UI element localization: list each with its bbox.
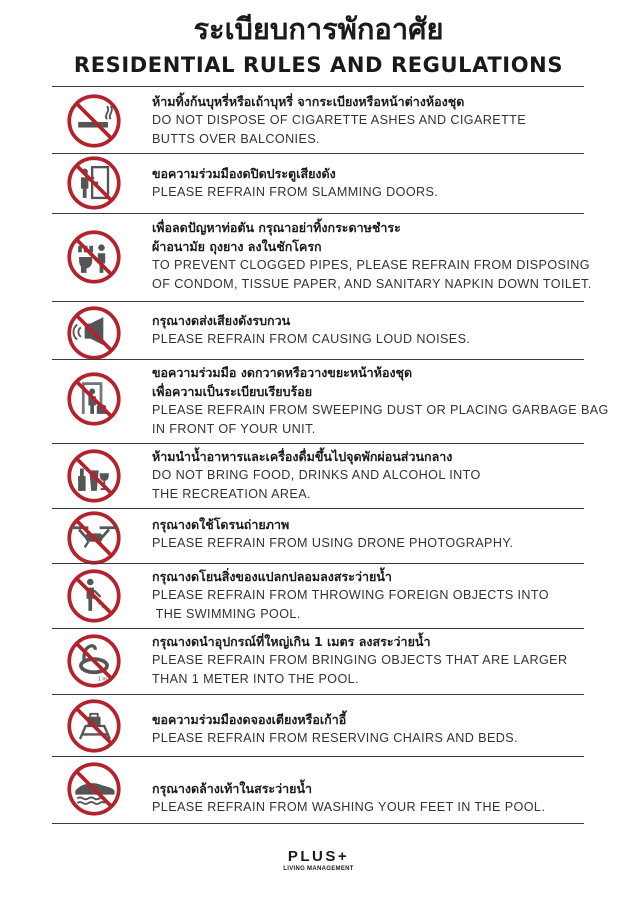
rule-no-sweeping-garbage xyxy=(52,359,609,443)
rule-text xyxy=(152,632,602,689)
rule-no-throwing-objects xyxy=(52,563,584,628)
rule-text-english: TO PREVENT CLOGGED PIPES, PLEASE REFRAIN FROM DISPOSING xyxy=(152,258,590,272)
rule-text-english: THAN 1 METER INTO THE POOL. xyxy=(152,672,359,686)
rule-text xyxy=(152,218,602,294)
rule-text-english: BUTTS OVER BALCONIES. xyxy=(152,132,320,146)
rule-text-english: PLEASE REFRAIN FROM SLAMMING DOORS. xyxy=(152,185,439,199)
size-label: 1 m. xyxy=(97,676,109,683)
rule-text-english: THE RECREATION AREA. xyxy=(152,487,311,501)
rule-no-loud-noise xyxy=(52,301,584,359)
rule-text-english: OF CONDOM, TISSUE PAPER, AND SANITARY NAPKIN DOWN TOILET. xyxy=(152,277,592,291)
logo-subtitle: LIVING MANAGEMENT xyxy=(283,866,354,872)
rule-text xyxy=(152,515,602,553)
rule-text-thai: กรุณางดนำอุปกรณ์ที่ใหญ่เกิน 1 เมตร ลงสระว่ายน้ำ xyxy=(152,634,431,649)
rule-no-large-objects xyxy=(52,628,584,694)
rule-text xyxy=(152,779,602,817)
no-throwing-objects-icon xyxy=(66,568,122,624)
rule-text-thai: กรุณางดส่งเสียงดังรบกวน xyxy=(152,313,291,328)
rule-no-drone xyxy=(52,508,584,563)
rule-text xyxy=(152,447,602,504)
no-toilet-disposal-icon xyxy=(66,229,122,285)
rule-text-thai: ขอความร่วมมือ งดกวาดหรือวางขยะหน้าห้องชุด xyxy=(152,365,413,380)
rule-text-english: PLEASE REFRAIN FROM BRINGING OBJECTS THAT ARE LARGER xyxy=(152,653,568,667)
rule-text-english: PLEASE REFRAIN FROM SWEEPING DUST OR PLACING GARBAGE BAG xyxy=(152,403,609,417)
rule-no-cigarette-disposal xyxy=(52,86,584,153)
no-reserving-chairs-icon xyxy=(66,698,122,754)
rule-no-washing-feet xyxy=(52,756,584,823)
page-title-english: RESIDENTIAL RULES AND REGULATIONS xyxy=(73,53,564,77)
no-smoking-icon xyxy=(66,93,122,149)
rule-text-thai: ห้ามนำน้ำอาหารและเครื่องดื่มขึ้นไปจุดพักผ่อนส่วนกลาง xyxy=(152,449,453,464)
rule-text-thai: กรุณางดโยนสิ่งของแปลกปลอมลงสระว่ายน้ำ xyxy=(152,569,392,584)
rule-text-english: PLEASE REFRAIN FROM USING DRONE PHOTOGRAPHY. xyxy=(152,536,514,550)
rule-text-thai: เพื่อลดปัญหาท่อตัน กรุณาอย่าทิ้งกระดาษชำระ xyxy=(152,220,401,235)
rule-text xyxy=(152,92,602,149)
logo-wordmark: PLUS+ xyxy=(287,848,350,865)
brand-logo xyxy=(0,848,637,872)
rule-no-toilet-disposal xyxy=(52,213,592,301)
rule-text xyxy=(152,363,609,439)
rule-text-english: IN FRONT OF YOUR UNIT. xyxy=(152,422,316,436)
rule-text-thai: เพื่อความเป็นระเบียบเรียบร้อย xyxy=(152,384,313,399)
rule-text-thai: กรุณางดล้างเท้าในสระว่ายน้ำ xyxy=(152,781,313,796)
rule-text xyxy=(152,164,602,202)
rule-text xyxy=(152,311,602,349)
rule-text-english: DO NOT BRING FOOD, DRINKS AND ALCOHOL INTO xyxy=(152,468,481,482)
no-loud-noise-icon xyxy=(66,305,122,361)
divider xyxy=(52,823,584,824)
no-drone-icon xyxy=(66,510,122,566)
page-title-thai: ระเบียบการพักอาศัย xyxy=(193,12,444,46)
rule-text xyxy=(152,710,602,748)
rule-text-thai: ขอความร่วมมืองดจองเตียงหรือเก้าอี้ xyxy=(152,712,347,727)
rule-no-door-slamming xyxy=(52,153,584,213)
rule-text-english: PLEASE REFRAIN FROM RESERVING CHAIRS AND BEDS. xyxy=(152,731,518,745)
rule-text-thai: ห้ามทิ้งก้นบุหรี่หรือเถ้าบุหรี่ จากระเบียงหรือหน้าต่างห้องชุด xyxy=(152,94,465,109)
no-large-float-icon xyxy=(66,633,122,689)
rule-text-thai: ผ้าอนามัย ถุงยาง ลงในชักโครก xyxy=(152,239,322,254)
rule-text-english: PLEASE REFRAIN FROM THROWING FOREIGN OBJECTS INTO xyxy=(152,588,549,602)
rule-text xyxy=(152,567,602,624)
rule-text-thai: ขอความร่วมมืองดปิดประตูเสียงดัง xyxy=(152,166,336,181)
rule-no-reserving-chairs xyxy=(52,694,584,756)
rule-text-english: PLEASE REFRAIN FROM WASHING YOUR FEET IN THE POOL. xyxy=(152,800,546,814)
no-food-drinks-icon xyxy=(66,448,122,504)
rule-text-english: DO NOT DISPOSE OF CIGARETTE ASHES AND CIGARETTE xyxy=(152,113,527,127)
rule-text-english: PLEASE REFRAIN FROM CAUSING LOUD NOISES. xyxy=(152,332,471,346)
no-door-slamming-icon xyxy=(66,155,122,211)
no-sweeping-garbage-icon xyxy=(66,371,122,427)
rule-no-food-drinks xyxy=(52,443,584,508)
rule-text-thai: กรุณางดใช้โดรนถ่ายภาพ xyxy=(152,517,290,532)
page-header xyxy=(0,10,637,80)
rule-text-english: THE SWIMMING POOL. xyxy=(152,607,301,621)
no-washing-feet-icon xyxy=(66,761,122,817)
